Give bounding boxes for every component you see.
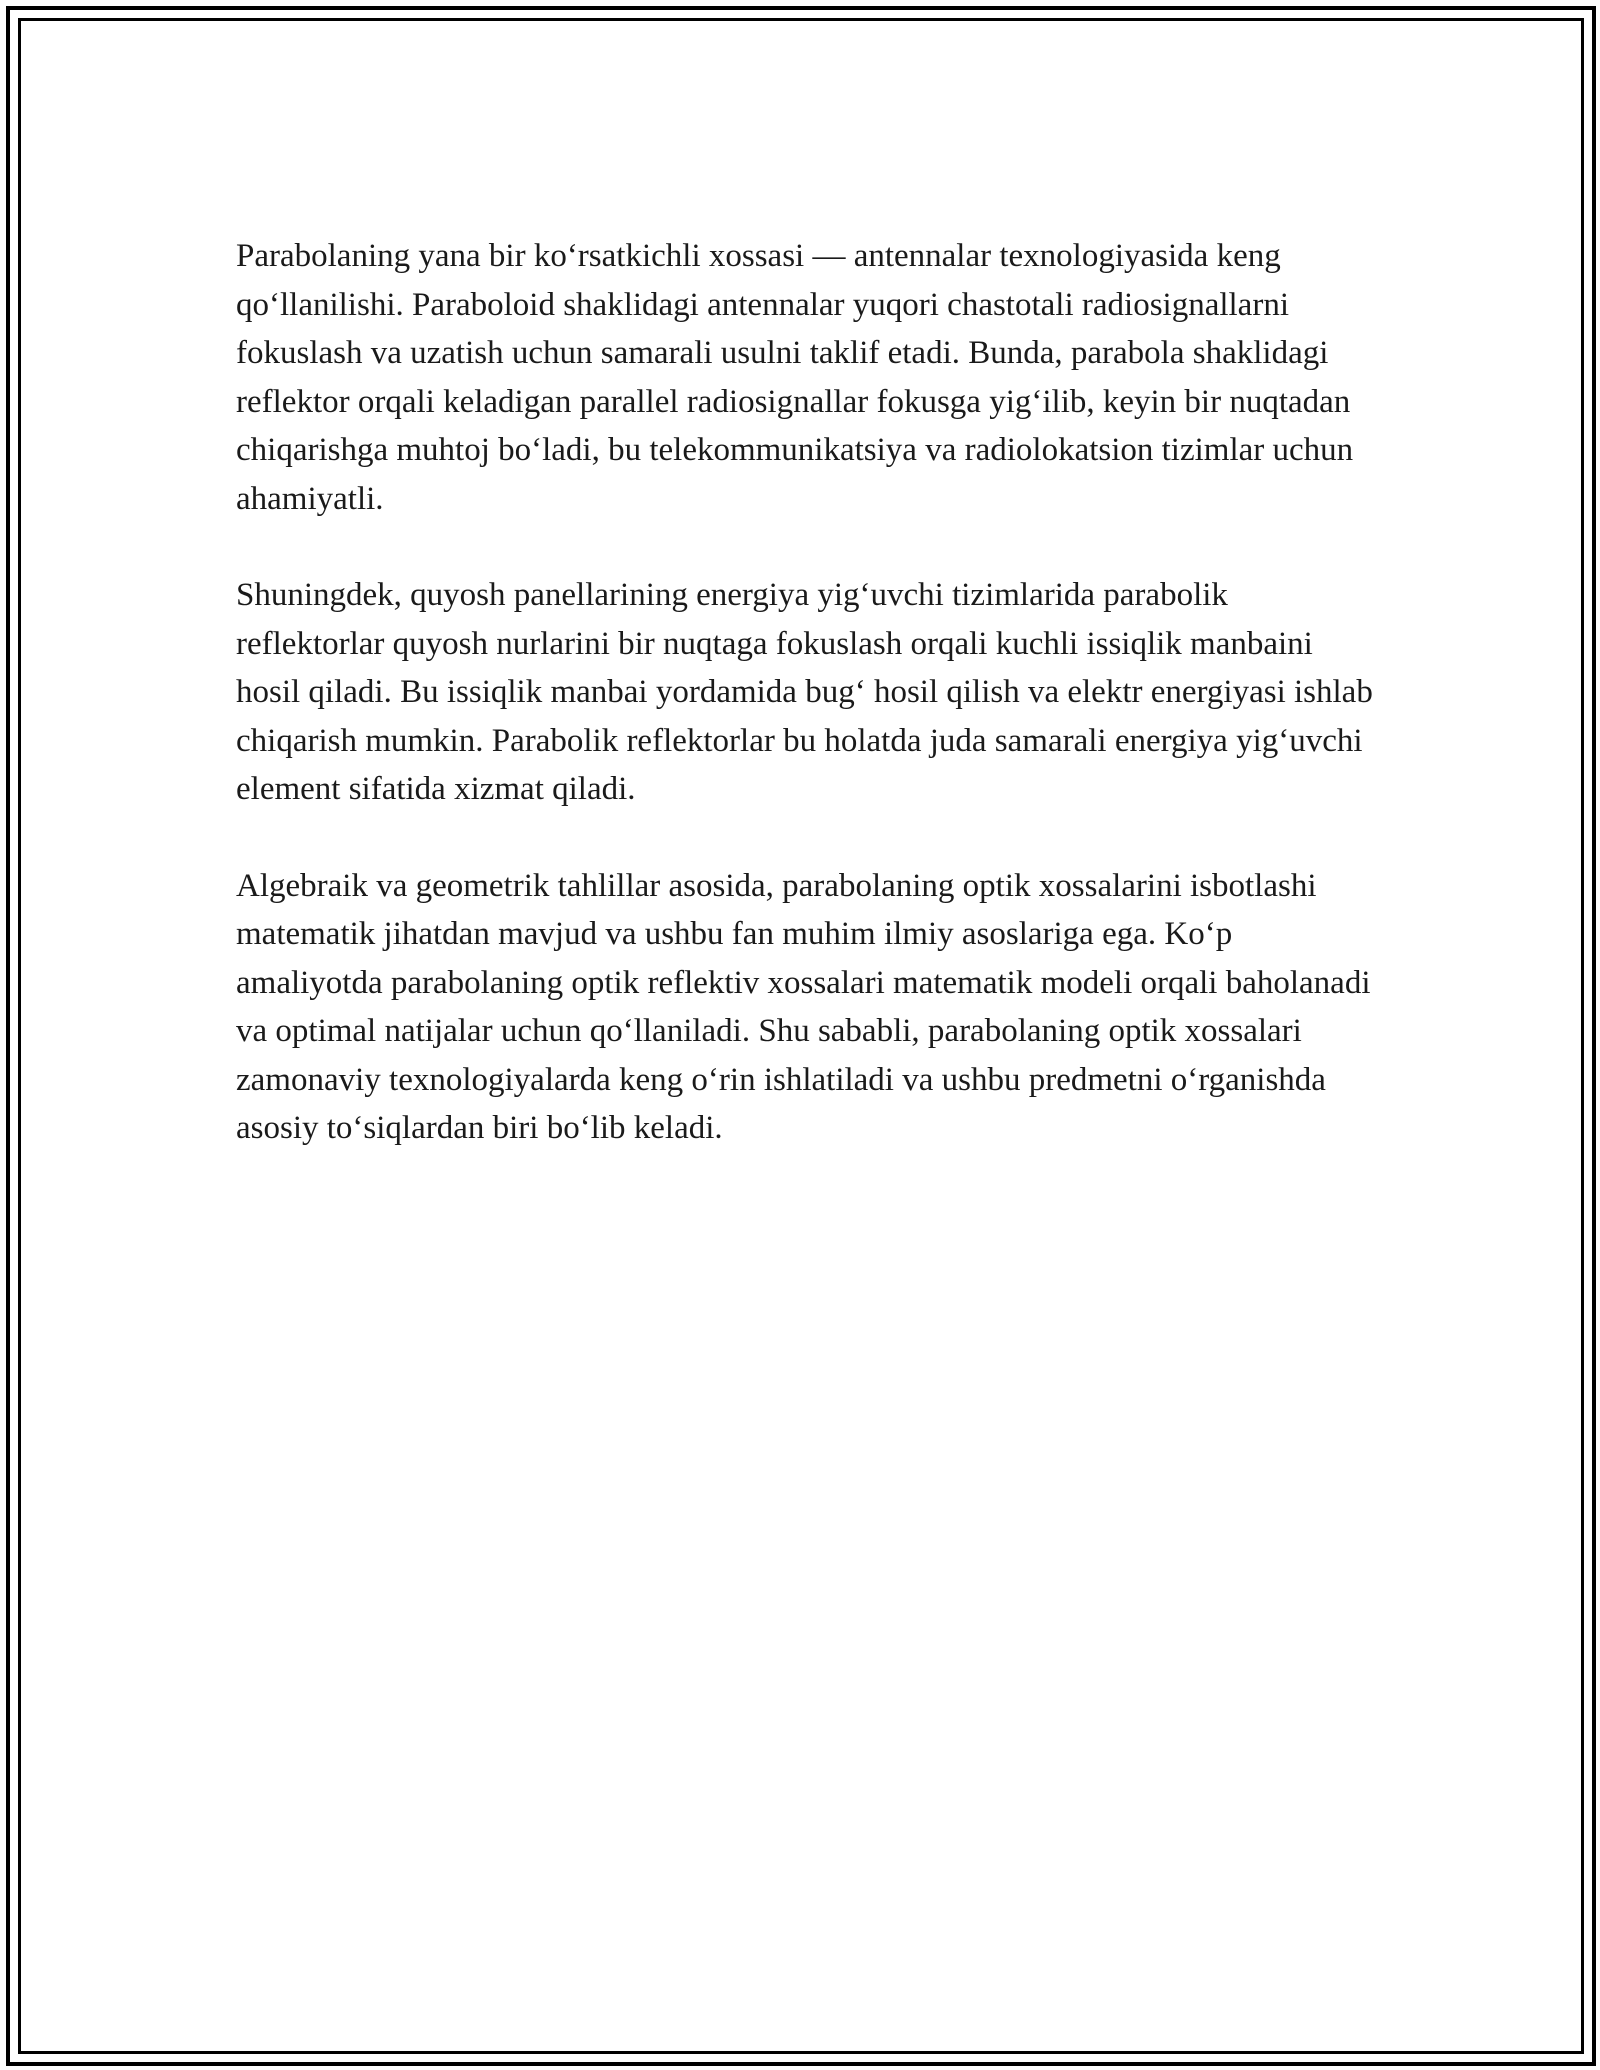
paragraph-antenna: Parabolaning yana bir ko‘rsatkichli xossasi — antennalar texnologiyasida keng qo‘llanilishi. Paraboloid shaklidagi antennalar yuqori chastotali radiosignallarni fokuslash va uzatish uchun samarali usulni taklif etadi. Bunda, parabola shaklidagi reflektor orqali keladigan parallel radiosignallar fokusga yig‘ilib, keyin bir nuqtadan chiqarishga muhtoj bo‘ladi, bu telekommunikatsiya va radiolokatsion tizimlar uchun ahamiyatli. bbox=[236, 238, 1354, 517]
document-body bbox=[236, 232, 1376, 1201]
paragraph-solar: Shuningdek, quyosh panellarining energiya yig‘uvchi tizimlarida parabolik reflektorlar quyosh nurlarini bir nuqtaga fokuslash orqali kuchli issiqlik manbaini hosil qiladi. Bu issiqlik manbai yordamida bug‘ hosil qilish va elektr energiyasi ishlab chiqarish mumkin. Parabolik reflektorlar bu holatda juda samarali energiya yig‘uvchi element sifatida xizmat qiladi. bbox=[236, 577, 1373, 807]
paragraph-conclusion: Algebraik va geometrik tahlillar asosida, parabolaning optik xossalarini isbotlashi matematik jihatdan mavjud va ushbu fan muhim ilmiy asoslariga ega. Ko‘p amaliyotda parabolaning optik reflektiv xossalari matematik modeli orqali baholanadi va optimal natijalar uchun qo‘llaniladi. Shu sababli, parabolaning optik xossalari zamonaviy texnologiyalarda keng o‘rin ishlatiladi va ushbu predmetni o‘rganishda asosiy to‘siqlardan biri bo‘lib keladi. bbox=[236, 867, 1371, 1146]
